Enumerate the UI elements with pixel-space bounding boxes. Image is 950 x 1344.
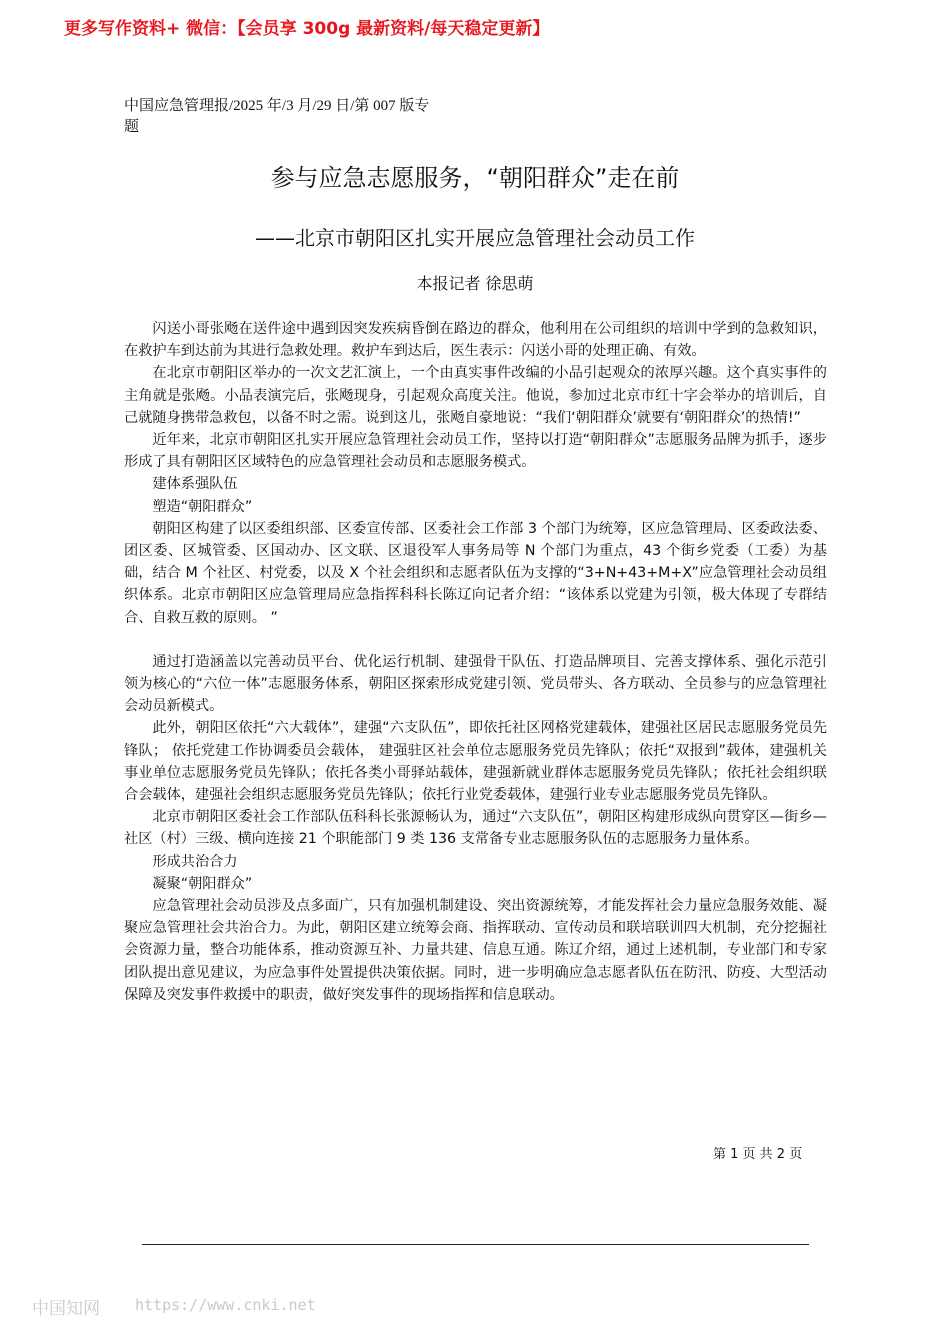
cnki-url[interactable]: https://www.cnki.net xyxy=(135,1296,316,1314)
section-heading: 凝聚“朝阳群众” xyxy=(152,875,253,892)
paragraph: 闪送小哥张飏在送件途中遇到因突发疾病昏倒在路边的群众，他利用在公司组织的培训中学到的急救知识，在救护车到达前为其进行急救处理。救护车到达后，医生表示：闪送小哥的处理正确、有效。 xyxy=(124,321,827,360)
paragraph: 通过打造涵盖以完善动员平台、优化运行机制、建强骨干队伍、打造品牌项目、完善支撑体系、强化示范引领为核心的“六位一体”志愿服务体系，朝阳区探索形成党建引领、党员带头、各方联动、全员参与的应急管理社会动员新模式。 xyxy=(124,653,827,715)
section-heading: 建体系强队伍 xyxy=(152,476,238,493)
paragraph: 在北京市朝阳区举办的一次文艺汇演上，一个由真实事件改编的小品引起观众的浓厚兴趣。这个真实事件的主角就是张飏。小品表演完后，张飏现身，引起观众高度关注。他说，参加过北京市红十字会举办的培训后，自己就随身携带急救包，以备不时之需。说到这儿，张飏自豪地说：“我们‘朝阳群众’就要有‘朝阳群众’的热情!” xyxy=(124,365,827,426)
article-subtitle: ——北京市朝阳区扎实开展应急管理社会动员工作 xyxy=(255,226,695,250)
paragraph: 此外，朝阳区依托“六大载体”，建强“六支队伍”，即依托社区网格党建载体，建强社区居民志愿服务党员先锋队； 依托党建工作协调委员会载体， 建强驻区社会单位志愿服务党员先锋队；依托“双报到”载体，建强机关事业单位志愿服务党员先锋队；依托各类小哥驿站载体，建强新就业群体志愿服务党员先锋队；依托社会组织联合会载体，建强社会组织志愿服务党员先锋队；依托行业党委载体，建强行业专业志愿服务党员先锋队。 xyxy=(124,720,827,804)
promo-banner: 更多写作资料+ 微信：【会员享 300g 最新资料/每天稳定更新】 xyxy=(64,19,550,39)
paragraph: 朝阳区构建了以区委组织部、区委宣传部、区委社会工作部 3 个部门为统筹，区应急管理局、区委政法委、团区委、区城管委、区国动办、区文联、区退役军人事务局等 N 个部门为重点，43 个街乡党委（工委）为基础，结合 M 个社区、村党委，以及 X 个社会组织和志愿者队伍为支撑的“3+N+43+M+X”应急管理社会动员组织体系。北京市朝阳区应急管理局应急指挥科科长陈辽向记者介绍：“该体系以党建为引领，极大体现了专群结合、自救互救的原则。 ” xyxy=(124,520,827,626)
article-title: 参与应急志愿服务，“朝阳群众”走在前 xyxy=(270,164,680,192)
paragraph: 应急管理社会动员涉及点多面广，只有加强机制建设、突出资源统筹，才能发挥社会力量应急服务效能、凝聚应急管理社会共治合力。为此，朝阳区建立统筹会商、指挥联动、宣传动员和联培联训四大机制，充分挖掘社会资源力量，整合功能体系，推动资源互补、力量共建、信息互通。陈辽介绍，通过上述机制，专业部门和专家团队提出意见建议，为应急事件处置提供决策依据。同时，进一步明确应急志愿者队伍在防汛、防疫、大型活动保障及突发事件救援中的职责，做好突发事件的现场指挥和信息联动。 xyxy=(124,898,827,1003)
page-number: 第 1 页 共 2 页 xyxy=(713,1147,803,1162)
article-body xyxy=(124,318,827,1006)
byline: 本报记者 徐思萌 xyxy=(416,274,534,293)
source-line: 中国应急管理报/2025 年/3 月/29 日/第 007 版专题 xyxy=(124,98,430,135)
paragraph: 北京市朝阳区委社会工作部队伍科科长张源畅认为，通过“六支队伍”，朝阳区构建形成纵向贯穿区—街乡—社区（村）三级、横向连接 21 个职能部门 9 类 136 支常备专业志愿服务队伍的志愿服务力量体系。 xyxy=(124,809,827,848)
section-heading: 形成共治合力 xyxy=(152,853,238,870)
section-heading: 塑造“朝阳群众” xyxy=(152,498,253,515)
paragraph: 近年来，北京市朝阳区扎实开展应急管理社会动员工作，坚持以打造“朝阳群众”志愿服务品牌为抓手，逐步形成了具有朝阳区区域特色的应急管理社会动员和志愿服务模式。 xyxy=(124,432,827,471)
footer-divider xyxy=(142,1244,809,1245)
cnki-logo: 中国知网 xyxy=(32,1299,100,1319)
